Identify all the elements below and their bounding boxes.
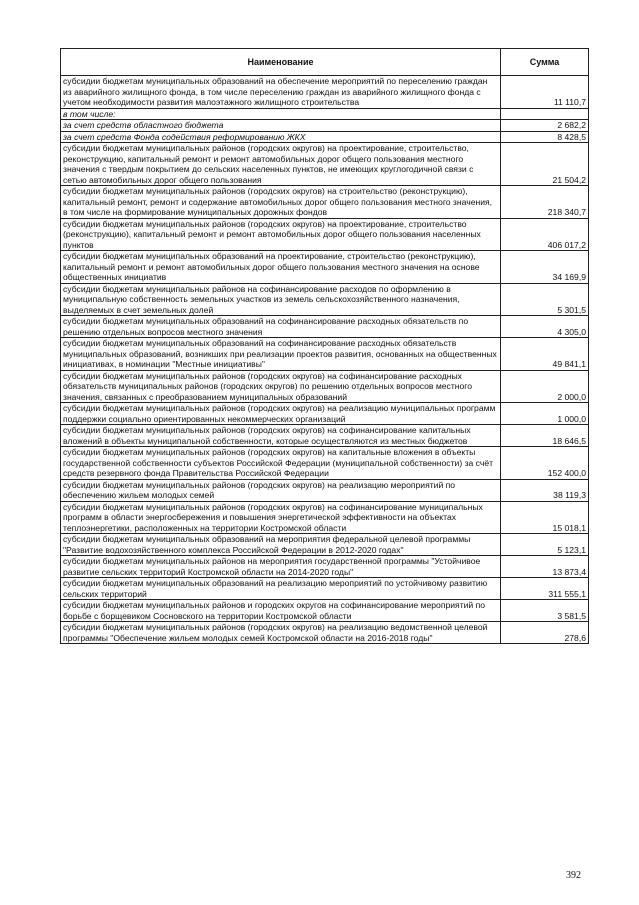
row-sum: 34 169,9 <box>501 251 589 284</box>
table-row <box>61 479 589 501</box>
row-sum: 2 000,0 <box>501 370 589 403</box>
table-row <box>61 186 589 219</box>
row-sum: 2 682,2 <box>501 120 589 132</box>
row-sum: 278,6 <box>501 622 589 644</box>
row-sum: 406 017,2 <box>501 218 589 251</box>
row-name: субсидии бюджетам муниципальных районов (городских округов) на реализацию ведомственной целевой программы "Обеспечение жильем молодых семей Костромской области на 2016-2018 годы" <box>61 622 501 644</box>
table-row <box>61 403 589 425</box>
row-sum: 49 841,1 <box>501 338 589 371</box>
row-sum: 5 301,5 <box>501 283 589 316</box>
row-sum: 218 340,7 <box>501 186 589 219</box>
header-sum: Сумма <box>501 49 589 76</box>
table-row <box>61 120 589 132</box>
row-sum: 311 555,1 <box>501 578 589 600</box>
table-row <box>61 447 589 480</box>
table-row <box>61 131 589 143</box>
row-name: субсидии бюджетам муниципальных районов (городских округов) на проектирование, строительство, реконструкцию, капитальный ремонт и ремонт автомобильных дорог общего пользования местного значения с твердым покрытием до сельских населенных пунктов, не имеющих круглогодичной связи с сетью автомобильных дорог общего пользования <box>61 143 501 186</box>
row-name: субсидии бюджетам муниципальных районов (городских округов) на софинансирование муниципальных программ в области энергосбережения и повышения энергетической эффективности на объектах теплоэнергетики, расположенных на территории Костромской области <box>61 501 501 534</box>
table-row <box>61 108 589 120</box>
row-name: субсидии бюджетам муниципальных районов (городских округов) на реализацию муниципальных программ поддержки социально ориентированных некоммерческих организаций <box>61 403 501 425</box>
row-name: за счет средств областного бюджета <box>61 120 501 132</box>
row-name: субсидии бюджетам муниципальных районов (городских округов) на капитальные вложения в объекты государственной собственности субъектов Российской Федерации (муниципальной собственности) за счёт средств резервного фонда Правительства Российской Федерации <box>61 447 501 480</box>
header-name: Наименование <box>61 49 501 76</box>
row-sum: 15 018,1 <box>501 501 589 534</box>
row-name: за счет средств Фонда содействия реформированию ЖКХ <box>61 131 501 143</box>
row-sum: 1 000,0 <box>501 403 589 425</box>
row-sum: 3 581,5 <box>501 600 589 622</box>
page-number: 392 <box>566 870 581 881</box>
row-sum: 11 110,7 <box>501 76 589 109</box>
table-row <box>61 316 589 338</box>
row-name: субсидии бюджетам муниципальных районов (городских округов) на реализацию мероприятий по обеспечению жильем молодых семей <box>61 479 501 501</box>
table-row <box>61 338 589 371</box>
row-sum: 13 873,4 <box>501 556 589 578</box>
row-name: субсидии бюджетам муниципальных образований на проектирование, строительство (реконструкцию), капитальный ремонт и ремонт автомобильных дорог общего пользования местного значения на основе общественных инициатив <box>61 251 501 284</box>
row-name: субсидии бюджетам муниципальных районов (городских округов) на проектирование, строительство (реконструкцию), капитальный ремонт и ремонт автомобильных дорог общего пользования населенных пунктов <box>61 218 501 251</box>
row-sum: 5 123,1 <box>501 534 589 556</box>
row-sum: 152 400,0 <box>501 447 589 480</box>
row-name: субсидии бюджетам муниципальных образований на софинансирование расходных обязательств муниципальных образований, возникших при реализации проектов развития, основанных на общественных инициативах, в номинации "Местные инициативы" <box>61 338 501 371</box>
table-row <box>61 251 589 284</box>
row-name: субсидии бюджетам муниципальных районов (городских округов) на софинансирование капитальных вложений в объекты муниципальной собственности, которые осуществляются из местных бюджетов <box>61 425 501 447</box>
table-row <box>61 283 589 316</box>
row-name: в том числе: <box>61 108 501 120</box>
row-sum <box>501 108 589 120</box>
row-name: субсидии бюджетам муниципальных районов (городских округов) на строительство (реконструкцию), капитальный ремонт, ремонт и содержание автомобильных дорог общего пользования местного значения, в том числе на формирование муниципальных дорожных фондов <box>61 186 501 219</box>
row-sum: 8 428,5 <box>501 131 589 143</box>
table-row <box>61 534 589 556</box>
table-row <box>61 370 589 403</box>
row-name: субсидии бюджетам муниципальных районов на мероприятия государственной программы "Устойчивое развитие сельских территорий Костромской области на 2014-2020 годы" <box>61 556 501 578</box>
row-name: субсидии бюджетам муниципальных образований на мероприятия федеральной целевой программы "Развитие водохозяйственного комплекса Российской Федерации в 2012-2020 годах" <box>61 534 501 556</box>
row-name: субсидии бюджетам муниципальных образований на обеспечение мероприятий по переселению граждан из аварийного жилищного фонда, в том числе переселению граждан из аварийного жилищного фонда с учетом необходимости развития малоэтажного жилищного строительства <box>61 76 501 109</box>
row-name: субсидии бюджетам муниципальных образований на софинансирование расходных обязательств по решению отдельных вопросов местного значения <box>61 316 501 338</box>
table-row <box>61 556 589 578</box>
table-row <box>61 425 589 447</box>
table-row <box>61 76 589 109</box>
table-row <box>61 600 589 622</box>
row-sum: 38 119,3 <box>501 479 589 501</box>
budget-table <box>60 48 589 644</box>
row-sum: 21 504,2 <box>501 143 589 186</box>
header-row <box>61 49 589 76</box>
table-row <box>61 143 589 186</box>
table-row <box>61 622 589 644</box>
row-name: субсидии бюджетам муниципальных районов (городских округов) на софинансирование расходных обязательств муниципальных районов (городских округов) по решению отдельных вопросов местного значения, связанных с преобразованием муниципальных образований <box>61 370 501 403</box>
table-row <box>61 501 589 534</box>
table-row <box>61 218 589 251</box>
row-sum: 4 305,0 <box>501 316 589 338</box>
row-sum: 18 646,5 <box>501 425 589 447</box>
row-name: субсидии бюджетам муниципальных районов на софинансирование расходов по оформлению в муниципальную собственность земельных участков из земель сельскохозяйственного назначения, выделяемых в счет земельных долей <box>61 283 501 316</box>
row-name: субсидии бюджетам муниципальных образований на реализацию мероприятий по устойчивому развитию сельских территорий <box>61 578 501 600</box>
table-row <box>61 578 589 600</box>
row-name: субсидии бюджетам муниципальных районов и городских округов на софинансирование мероприятий по борьбе с борщевиком Сосновского на территории Костромской области <box>61 600 501 622</box>
